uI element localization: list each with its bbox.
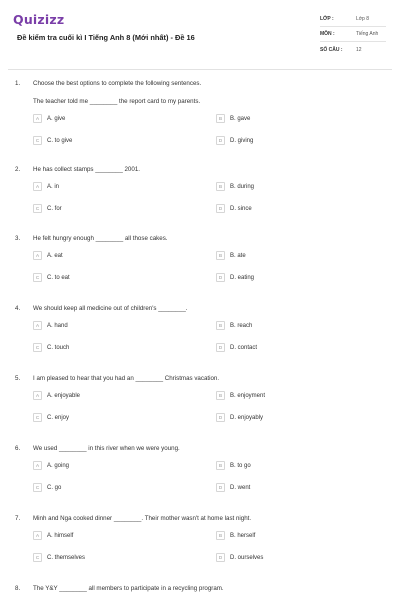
option-c[interactable]: [33, 135, 72, 146]
option-label: D. enjoyably: [230, 414, 264, 421]
meta-value: Lớp 8: [356, 16, 370, 22]
option-letter-box: B: [216, 182, 225, 191]
option-label: D. ourselves: [230, 554, 264, 561]
option-d[interactable]: [216, 552, 263, 563]
option-c[interactable]: [33, 412, 69, 423]
question-number: 4.: [15, 305, 21, 312]
worksheet-meta: [320, 12, 386, 57]
option-label: C. go: [47, 484, 62, 491]
option-letter-box: D: [216, 136, 225, 145]
option-label: A. himself: [47, 532, 74, 539]
option-b[interactable]: [216, 390, 265, 401]
question-line: [0, 443, 400, 455]
option-label: A. give: [47, 115, 66, 122]
question-5: [0, 373, 400, 432]
option-label: B. reach: [230, 322, 253, 329]
option-b[interactable]: [216, 460, 251, 471]
option-letter-box: A: [33, 531, 42, 540]
question-sub-line: [0, 96, 400, 108]
option-b[interactable]: [216, 250, 246, 261]
option-letter-box: D: [216, 553, 225, 562]
option-c[interactable]: [33, 482, 61, 493]
question-7: [0, 513, 400, 572]
option-d[interactable]: [216, 342, 257, 353]
option-letter-box: B: [216, 114, 225, 123]
option-b[interactable]: [216, 320, 252, 331]
question-text: We should keep all medicine out of children's ________.: [33, 305, 188, 312]
option-label: B. to go: [230, 462, 251, 469]
answer-options: [0, 113, 400, 155]
question-text: We used ________ in this river when we were young.: [33, 445, 180, 452]
answer-options: [0, 460, 400, 502]
meta-row-count: [320, 42, 386, 57]
meta-label: LỚP :: [320, 16, 334, 22]
question-text: He felt hungry enough ________ all those cakes.: [33, 235, 168, 242]
option-letter-box: A: [33, 251, 42, 260]
question-1: [0, 78, 400, 155]
question-text: Minh and Nga cooked dinner ________. Their mother wasn't at home last night.: [33, 515, 252, 522]
answer-options: [0, 390, 400, 432]
option-letter-box: B: [216, 251, 225, 260]
option-label: C. to give: [47, 137, 73, 144]
option-label: B. gave: [230, 115, 251, 122]
option-label: A. hand: [47, 322, 68, 329]
question-line: [0, 303, 400, 315]
option-label: C. to eat: [47, 274, 70, 281]
question-2: [0, 164, 400, 223]
option-label: D. eating: [230, 274, 255, 281]
option-letter-box: C: [33, 343, 42, 352]
option-letter-box: C: [33, 553, 42, 562]
option-letter-box: B: [216, 391, 225, 400]
meta-value: 12: [356, 46, 362, 53]
question-6: [0, 443, 400, 502]
option-letter-box: A: [33, 391, 42, 400]
option-a[interactable]: [33, 320, 68, 331]
option-label: C. for: [47, 205, 62, 212]
option-letter-box: B: [216, 461, 225, 470]
option-letter-box: B: [216, 531, 225, 540]
option-label: A. going: [47, 462, 70, 469]
option-label: C. enjoy: [47, 414, 70, 421]
option-letter-box: D: [216, 204, 225, 213]
quizizz-logo: Quizizz: [13, 12, 65, 27]
option-a[interactable]: [33, 530, 73, 541]
question-line: [0, 373, 400, 385]
option-a[interactable]: [33, 390, 80, 401]
question-number: 3.: [15, 235, 21, 242]
option-a[interactable]: [33, 113, 65, 124]
option-label: D. contact: [230, 344, 258, 351]
option-letter-box: A: [33, 321, 42, 330]
answer-options: [0, 320, 400, 362]
option-label: A. eat: [47, 252, 63, 259]
question-line: [0, 233, 400, 245]
option-letter-box: D: [216, 483, 225, 492]
question-number: 5.: [15, 375, 21, 382]
option-b[interactable]: [216, 113, 250, 124]
option-letter-box: C: [33, 413, 42, 422]
question-number: 1.: [15, 80, 21, 87]
question-text: I am pleased to hear that you had an ________ Christmas vacation.: [33, 375, 220, 382]
meta-label: MÔN :: [320, 31, 335, 37]
worksheet-title: Đề kiểm tra cuối kì I Tiếng Anh 8 (Mới nhất) - Đề 16: [17, 33, 195, 42]
option-letter-box: D: [216, 273, 225, 282]
option-letter-box: D: [216, 413, 225, 422]
worksheet-header: [0, 0, 400, 70]
meta-row-class: [320, 12, 386, 27]
question-number: 7.: [15, 515, 21, 522]
option-c[interactable]: [33, 272, 70, 283]
question-line: [0, 583, 400, 595]
question-number: 2.: [15, 166, 21, 173]
option-label: B. during: [230, 183, 255, 190]
option-label: B. enjoyment: [230, 392, 266, 399]
option-letter-box: A: [33, 182, 42, 191]
header-divider: [8, 69, 392, 70]
question-3: [0, 233, 400, 292]
question-text: The Y&Y ________ all members to participate in a recycling program.: [33, 585, 224, 592]
option-d[interactable]: [216, 203, 252, 214]
option-d[interactable]: [216, 272, 254, 283]
option-letter-box: C: [33, 483, 42, 492]
option-letter-box: D: [216, 343, 225, 352]
question-8: [0, 583, 400, 595]
answer-options: [0, 250, 400, 292]
option-b[interactable]: [216, 181, 254, 192]
option-c[interactable]: [33, 203, 62, 214]
option-c[interactable]: [33, 342, 69, 353]
meta-row-subject: [320, 27, 386, 42]
answer-options: [0, 181, 400, 223]
question-text: He has collect stamps ________ 2001.: [33, 166, 140, 173]
option-d[interactable]: [216, 482, 250, 493]
answer-options: [0, 530, 400, 572]
option-d[interactable]: [216, 135, 253, 146]
option-label: D. went: [230, 484, 251, 491]
option-letter-box: C: [33, 136, 42, 145]
option-letter-box: A: [33, 114, 42, 123]
question-text: Choose the best options to complete the following sentences.: [33, 80, 202, 87]
option-label: D. since: [230, 205, 252, 212]
question-line: [0, 513, 400, 525]
option-label: B. ate: [230, 252, 246, 259]
option-a[interactable]: [33, 181, 59, 192]
option-label: D. giving: [230, 137, 254, 144]
option-c[interactable]: [33, 552, 85, 563]
option-letter-box: A: [33, 461, 42, 470]
meta-value: Tiếng Anh: [356, 31, 379, 37]
question-line: [0, 78, 400, 90]
question-4: [0, 303, 400, 362]
option-label: A. enjoyable: [47, 392, 81, 399]
question-line: [0, 164, 400, 176]
option-label: C. themselves: [47, 554, 86, 561]
option-label: A. in: [47, 183, 60, 190]
option-letter-box: B: [216, 321, 225, 330]
option-a[interactable]: [33, 250, 63, 261]
option-a[interactable]: [33, 460, 69, 471]
question-number: 6.: [15, 445, 21, 452]
question-number: 8.: [15, 585, 21, 592]
option-label: C. touch: [47, 344, 70, 351]
option-b[interactable]: [216, 530, 255, 541]
option-letter-box: C: [33, 273, 42, 282]
option-letter-box: C: [33, 204, 42, 213]
meta-label: SỐ CÂU :: [320, 46, 343, 53]
question-sentence: The teacher told me ________ the report card to my parents.: [33, 98, 201, 105]
option-label: B. herself: [230, 532, 256, 539]
option-d[interactable]: [216, 412, 263, 423]
